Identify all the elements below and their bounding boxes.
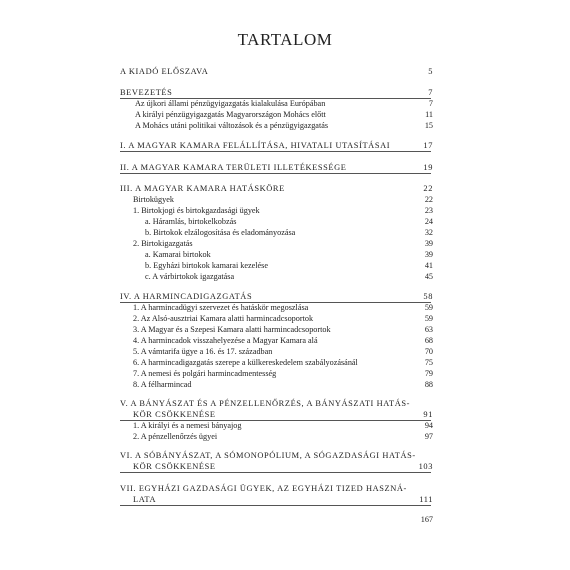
toc-entry-text: VI. A SÓBÁNYÁSZAT, A SÓMONOPÓLIUM, A SÓGAZDASÁGI HATÁS- bbox=[120, 451, 416, 460]
toc-entry-text: 1. Birtokjogi és birtokgazdasági ügyek bbox=[133, 206, 260, 215]
toc-entry-text: A KIADÓ ELŐSZAVA bbox=[120, 67, 209, 76]
toc-entry-text: IV. A HARMINCADIGAZGATÁS bbox=[120, 292, 253, 301]
toc-entry-text: c. A várbirtokok igazgatása bbox=[145, 272, 235, 281]
page-number: 167 bbox=[420, 515, 433, 524]
toc-entry-page: 58 bbox=[423, 292, 433, 301]
toc-entry-text: VII. EGYHÁZI GAZDASÁGI ÜGYEK, AZ EGYHÁZI TIZED HASZNÁ- bbox=[120, 484, 407, 493]
toc-entry-page: 68 bbox=[424, 336, 433, 345]
divider bbox=[120, 151, 431, 152]
toc-entry-page: 111 bbox=[419, 495, 433, 504]
toc-entry-text: b. Birtokok elzálogosítása és eladományozása bbox=[145, 228, 296, 237]
divider bbox=[120, 173, 431, 174]
toc-entry-text: LATA bbox=[133, 495, 157, 504]
toc-entry-text: BEVEZETÉS bbox=[120, 88, 173, 97]
toc-entry-text: 2. Az Alsó-ausztriai Kamara alatti harmincadcsoportok bbox=[133, 314, 314, 323]
toc-entry-text: Birtokügyek bbox=[133, 195, 174, 204]
toc-entry-text: 1. A királyi és a nemesi bányajog bbox=[133, 421, 242, 430]
divider bbox=[120, 472, 431, 473]
toc-entry-text: a. Háramlás, birtokelkobzás bbox=[145, 217, 237, 226]
toc-entry-text: 4. A harmincadok visszahelyezése a Magyar Kamara alá bbox=[133, 336, 318, 345]
toc-entry-text: A királyi pénzügyigazgatás Magyarországon Mohács előtt bbox=[135, 110, 326, 119]
toc-entry-page: 11 bbox=[425, 110, 433, 119]
toc-entry-page: 41 bbox=[424, 261, 433, 270]
toc-entry-text: 3. A Magyar és a Szepesi Kamara alatti harmincadcsoportok bbox=[133, 325, 331, 334]
divider bbox=[120, 505, 431, 506]
toc-entry-text: II. A MAGYAR KAMARA TERÜLETI ILLETÉKESSÉGE bbox=[120, 163, 347, 172]
toc-entry-page: 75 bbox=[424, 358, 433, 367]
toc-entry-text: V. A BÁNYÁSZAT ÉS A PÉNZELLENŐRZÉS, A BÁNYÁSZATI HATÁS- bbox=[120, 399, 411, 408]
toc-entry-text: 7. A nemesi és polgári harmincadmentesség bbox=[133, 369, 277, 378]
toc-entry-text: I. A MAGYAR KAMARA FELÁLLÍTÁSA, HIVATALI UTASÍTÁSAI bbox=[120, 141, 391, 150]
toc-entry-text: Az újkori állami pénzügyigazgatás kialakulása Európában bbox=[135, 99, 326, 108]
toc-entry-page: 88 bbox=[424, 380, 433, 389]
toc-entry-page: 39 bbox=[424, 250, 433, 259]
toc-entry-page: 45 bbox=[424, 272, 433, 281]
toc-entry-page: 59 bbox=[424, 303, 433, 312]
toc-entry-text: 1. A harmincadügyi szervezet és hatáskör megoszlása bbox=[133, 303, 309, 312]
toc-entry-page: 15 bbox=[424, 121, 433, 130]
toc-entry-page: 97 bbox=[424, 432, 433, 441]
toc-entry-text: A Mohács utáni politikai változások és a pénzügyigazgatás bbox=[135, 121, 329, 130]
toc-entry-page: 39 bbox=[424, 239, 433, 248]
toc-entry-page: 7 bbox=[428, 99, 433, 108]
toc-entry-page: 79 bbox=[424, 369, 433, 378]
toc-entry-text: 2. A pénzellenőrzés ügyei bbox=[133, 432, 218, 441]
toc-entry-text: 8. A félharmincad bbox=[133, 380, 192, 389]
toc-entry-text: 5. A vámtarifa ügye a 16. és 17. században bbox=[133, 347, 273, 356]
toc-entry-page: 32 bbox=[424, 228, 433, 237]
toc-entry-page: 23 bbox=[424, 206, 433, 215]
toc-entry-text: 2. Birtokigazgatás bbox=[133, 239, 193, 248]
toc-entry-page: 22 bbox=[423, 184, 433, 193]
toc-entry-page: 19 bbox=[423, 163, 433, 172]
toc-entry-page: 7 bbox=[428, 88, 433, 97]
toc-entry-page: 91 bbox=[423, 410, 433, 419]
toc-entry-page: 70 bbox=[424, 347, 433, 356]
toc-entry-page: 5 bbox=[428, 67, 433, 76]
toc-entry-text: KÖR CSÖKKENÉSE bbox=[133, 410, 216, 419]
page-title: TARTALOM bbox=[237, 30, 333, 49]
toc-entry-text: KÖR CSÖKKENÉSE bbox=[133, 462, 216, 471]
toc-entry-page: 59 bbox=[424, 314, 433, 323]
toc-entry-page: 94 bbox=[424, 421, 433, 430]
toc-entry-page: 22 bbox=[424, 195, 433, 204]
toc-entry-text: III. A MAGYAR KAMARA HATÁSKÖRE bbox=[120, 184, 285, 193]
toc-entry-text: b. Egyházi birtokok kamarai kezelése bbox=[145, 261, 268, 270]
toc-entry-page: 17 bbox=[423, 141, 433, 150]
toc-entry-text: a. Kamarai birtokok bbox=[145, 250, 211, 259]
toc-entry-page: 24 bbox=[424, 217, 433, 226]
toc-entry-text: 6. A harmincadigazgatás szerepe a külkereskedelem szabályozásánál bbox=[133, 358, 358, 367]
toc-entry-page: 63 bbox=[424, 325, 433, 334]
toc-entry-page: 103 bbox=[418, 462, 433, 471]
